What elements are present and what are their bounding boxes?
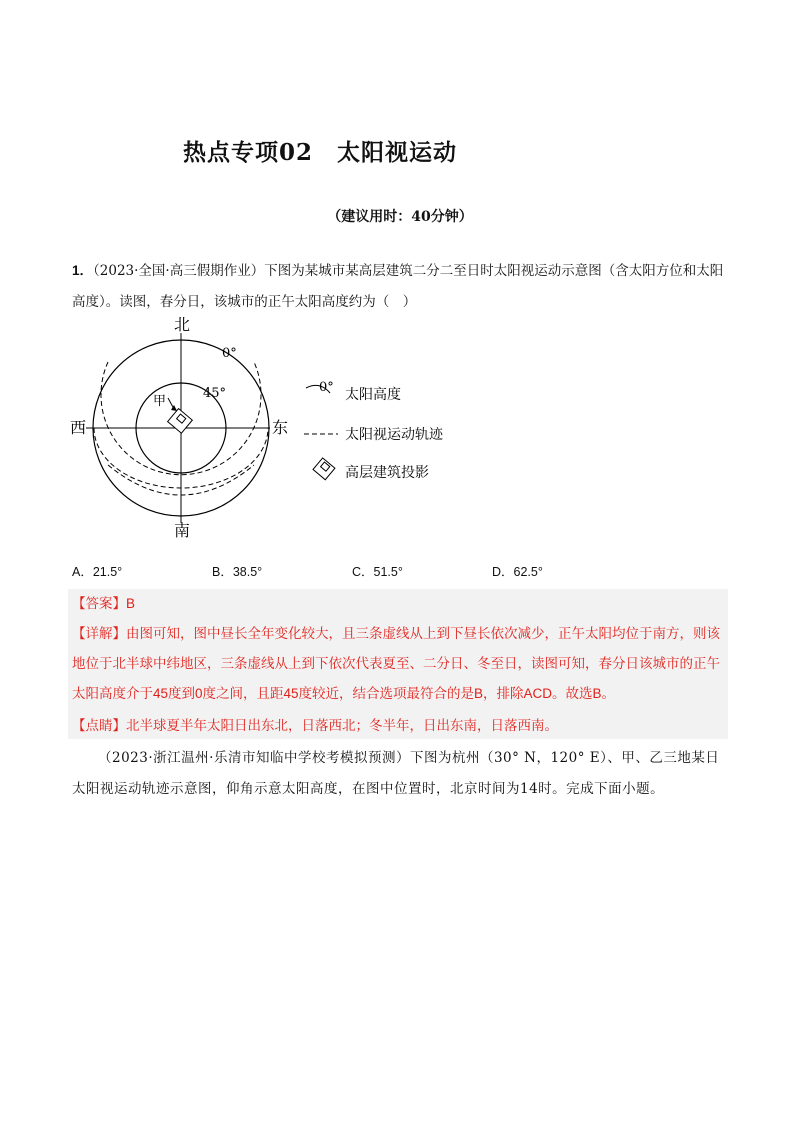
legend-altitude: 太阳高度 [345,387,401,403]
legend-building: 高层建筑投影 [345,465,429,481]
tip-body: 北半球夏半年太阳日出东北，日落西北；冬半年，日出东南，日落西南。 [126,718,558,733]
tip-line [72,711,726,741]
answer-tag: 【答案】 [72,596,126,611]
question-number: 1． [72,263,94,278]
question-text: （2023·全国·高三假期作业）下图为某城市某高层建筑二分二至日时太阳视运动示意图（含太阳方位和太阳高度）。读图，春分日，该城市的正午太阳高度约为（ ） [72,263,724,310]
west-label: 西 [70,418,87,437]
suggested-time: （建议用时：40分钟） [327,209,473,225]
detail-body: 由图可知，图中昼长全年变化较大，且三条虚线从上到下昼长依次减少，正午太阳均位于南方，则该地位于北半球中纬地区，三条虚线从上到下依次代表夏至、二分日、冬至日，读图可知，春分日该城市的正午太阳高度介于45度到0度之间，且距45度较近，结合选项最符合的是B，排除ACD。故选B。 [72,626,720,701]
building-icon [168,409,193,434]
legend-trajectory: 太阳视运动轨迹 [345,427,443,443]
answer-line [72,589,726,619]
answer-value: B [126,596,136,611]
answer-panel [68,589,728,739]
sun-path-diagram [68,315,468,540]
south-label: 南 [174,521,191,540]
tip-tag: 【点睛】 [72,718,126,733]
location-label: 甲 [153,394,167,409]
north-label: 北 [174,315,191,334]
answer-options [72,562,732,586]
page-title: 热点专项02 太阳视运动 [182,139,457,166]
option-b: B．38.5° [212,565,263,579]
east-label: 东 [272,418,289,437]
legend-altitude-symbol: 0° [319,380,334,395]
angle-0-label: 0° [222,346,237,361]
option-d: D．62.5° [492,565,543,579]
detail-tag: 【详解】 [72,626,126,641]
detail-text [72,619,726,709]
option-a: A．21.5° [72,565,123,579]
question-1-stem [72,255,732,318]
question-2-stem: （2023·浙江温州·乐清市知临中学校考模拟预测）下图为杭州（30° N，120° E）、甲、乙三地某日太阳视运动轨迹示意图，仰角示意太阳高度，在图中位置时，北京时间为14时。完成下面小题。 [72,750,720,797]
legend-building-icon [313,458,335,480]
angle-45-label: 45° [203,386,227,401]
option-c: C．51.5° [352,565,403,579]
